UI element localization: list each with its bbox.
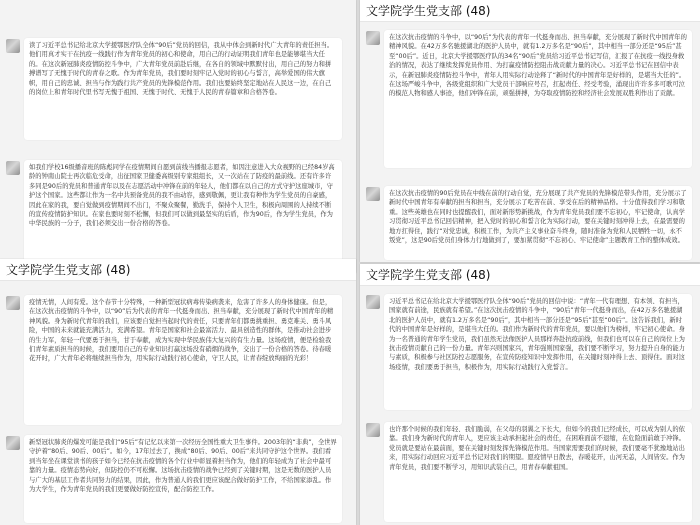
message-bubble: 也许那个时候的我们年轻、我们脆弱，在父母的羽翼之下长大，但如今的我们已经成长，可以成为别人的依靠。我们身为新时代的青年人，更应该主动承担起社会的责任，在困难面前不退缩，在危险面前敢于冲锋。党员就是要站在最前面，要在关键时刻发挥先锋模范作用。当国家需要我们的时候，我们要毫不犹豫地站出来，用实际行动回应习近平总书记对我们的期望。愿疫情早日散去，春暖花开，山河无恙，人间皆安。作为青年党员，我们要不断学习，用知识武装自己，用青春奉献祖国。 — [384, 422, 692, 522]
chat-header — [360, 264, 700, 286]
avatar[interactable] — [6, 161, 20, 175]
chat-message — [366, 30, 696, 168]
message-bubble: 在这次抗击疫情的斗争中，以“90后”为代表的青年一代挺身而出、担当奉献，充分展现了新时代中国青年的精神风貌。在42万多名驰援湖北的医护人员中，就有1.2万多名是“90后”，其中相当一部分还是“95后”甚至“00后”。近日，北京大学援鄂医疗队的34名“90后”党员给习近平总书记写信，汇报了在抗疫一线投身救治的情况，表达了继续发挥党员作用、为打赢疫情防控阻击战贡献力量的决心。习近平总书记在回信中表示，在新冠肺炎疫情防控斗争中，青年人用实际行动诠释了“新时代的中国青年是好样的，是堪当大任的”。在这场严峻斗争中，各级党组织和广大党员干部响应号召，扛起责任、经受考验，涌现出许许多多可歌可泣的模范人物和感人事迹，他们冲锋在前，顽强拼搏，为夺取疫情防控和经济社会发展双胜利作出了贡献。 — [384, 30, 692, 168]
message-bubble: 习近平总书记在给北京大学援鄂医疗队全体“90后”党员的回信中说：“青年一代有理想、有本领、有担当，国家就有前途，民族就有希望。”在这次抗击疫情的斗争中，“90后”青年一代挺身而出，在42万多名驰援湖北的医护人员中，就有1.2万多名是“90后”，其中相当一部分还是“95后”甚至“00后”。这告诉我们，新时代的中国青年是好样的，是堪当大任的。我们作为新时代的青年党员，要以他们为榜样，牢记初心使命。身为一名普通的青年学生党员，我们虽然无法像医护人员那样奔赴抗疫前线，但我们也可以在自己的岗位上为抗击疫情贡献自己的一份力量。青年兴则国家兴，青年强则国家强，我们要不断学习，努力提升自身的能力与素质，积极参与社区防控志愿服务，在宣传防疫知识中发挥作用，在关键时刻冲得上去、顶得住。面对这场疫情，我们要勇于担当，积极作为，用实际行动践行入党誓言。 — [384, 294, 692, 410]
message-bubble: 新型冠状肺炎的爆发可能是我们“95后”有记忆以来第一次经历全国性重大卫生事件。2003年的“非典”，全世界守护着“80后、90后、00后”。如今，17年过去了，换成“80后、90后、00后”来共同守护这个世界。我们看到当年坐在课堂读书的孩子如今已经在抗击疫情的各个行业中彰显着担当作为，他们的年轻成为了社会中最可靠的力量。疫情态势向好，但防控仍不可松懈。这场抗击疫情的战争已经到了关键时期，这是无数的医护人员与广大的基层工作者共同努力的结果，因此，作为普通人的我们更应该配合做好防护工作，不给国家添乱。作为大学生，作为青年党员的我们更要做好防控宣传，配合防控工作。 — [24, 435, 342, 523]
chat-message — [366, 294, 696, 410]
avatar[interactable] — [6, 296, 20, 310]
message-bubble: 在这次抗击疫情的90后党员在中线在前的行动自觉，充分展现了共产党员的先锋模范带头作用，充分展示了新时代中国青年有奉献的担当和担当，充分展示了吃苦在前、享受在后的精神品格。十分值得我们学习和敬重。这些英雄也在同时也提醒我们，面对新形势新挑战，作为青年党员我们要不忘初心，牢记使命，认真学习贯彻习近平总书记回信精神，把入党时的初心和誓言化为实际行动，要在关键时刻冲得上去，在最需要的地方扛得住，践行“对党忠诚，积极工作，为共产主义事业奋斗终身，随时准备为党和人民牺牲一切，永不叛党”，这是90后党员们身体力行地做到了，要加紧贯彻“不忘初心、牢记使命”主题教育工作的整体成效。 — [384, 186, 692, 260]
avatar[interactable] — [366, 295, 380, 309]
avatar[interactable] — [6, 436, 20, 450]
avatar[interactable] — [6, 39, 20, 53]
chat-panel-1 — [0, 0, 356, 273]
avatar[interactable] — [366, 423, 380, 437]
chat-message — [366, 186, 696, 260]
chat-header — [360, 0, 700, 22]
chat-message — [6, 160, 350, 270]
chat-message — [6, 38, 350, 140]
chat-panel-3 — [0, 259, 356, 525]
group-title: 文学院学生党支部 (48) — [366, 4, 491, 18]
chat-panel-2 — [360, 0, 700, 262]
group-title: 文学院学生党支部 (48) — [6, 263, 131, 277]
chat-message — [366, 422, 696, 522]
chat-header — [0, 259, 356, 281]
chat-message — [6, 295, 350, 425]
message-bubble: 如我们学校16级播音班的陈彪同学在疫情期间自愿到前线当播报志愿者，如因注意进入大众视野的已经84岁高龄的钟南山院士再次临危受命，出征国家卫健委高级别专家组组长，又一次站在了防疫的最前线。还有许多许多同是90后的党员和普通青年以及在志愿活动中冲锋在前的年轻人，他们都在以自己的方式守护这座城市，守护这个国家。这些都让作为一名中共预备党员的我不由动容，感到敬佩，更让我有种作为学生党员的自豪感，因此在家的我，要自觉做到疫情期间不出门，不聚众聚餐，勤洗手，保持个人卫生，积极向周围的人持续不断的宣传疫情防护知识。在家也要时刻不松懈，但我们可以做到最坚实的后盾，作为90后，作为学生党员，作为中华民族的一分子，我们必须交出一份合格的答卷。 — [24, 160, 342, 270]
message-bubble: 读了习近平总书记给北京大学援鄂医疗队全体“90后”党员的回信，我从中体会到新时代广大青年的责任担当。他们用真才实干在抗疫一线践行作为青年党员的初心和使命，用自己的行动证明我们青年也是能够堪当大任的。在这次新冠肺炎疫情防控斗争中，广大青年党员前赴后继，在各自的领域中默默付出，用自己的努力和拼搏谱写了无愧于时代的青春之歌。作为青年党员，我们要时刻牢记入党时的初心与誓言，高举爱国的伟大旗帜，用自己的忠诚、担当与作为践行共产党员的先锋模范作用。我们也要始终坚定地站在人民这一边，在自己的岗位上和青年时代里书写无愧于祖国、无愧于时代、无愧于人民的青春篇章和合格答卷。 — [24, 38, 342, 140]
avatar[interactable] — [366, 31, 380, 45]
avatar[interactable] — [366, 187, 380, 201]
group-title: 文学院学生党支部 (48) — [366, 268, 491, 282]
chat-panel-4 — [360, 264, 700, 525]
message-bubble: 疫情无情，人间有爱。这个春节十分特殊，一种新型冠状病毒传染病袭来，危害了许多人的身体健康。但是，在这次抗击疫情的斗争中，以“90”后为代表的青年一代挺身而出、担当奉献，充分展现了新时代中国青年的精神风貌。身为新时代青年的我们，应该要自觉担当起时代的责任，只要青年们都勇挑重担、勇克难关、勇斗风险，中国的未来就能充满活力，充满希望。青年是国家和社会最富活力、最具创造性的群体，是推动社会进步的生力军，年轻一代要勇于担当，甘于奉献，成为实现中华民族伟大复兴的有生力量。这场疫情，便是检验我们青年素质担当的时候，我们要用自己的专业知识打赢这场没有硝烟的战争，交出了一份合格的答卷。待春暖花开时，广大青年必将继续担当作为，用实际行动践行初心使命，守卫人民，让青春绽放绚丽的光彩！ — [24, 295, 342, 425]
chat-message — [6, 435, 350, 523]
